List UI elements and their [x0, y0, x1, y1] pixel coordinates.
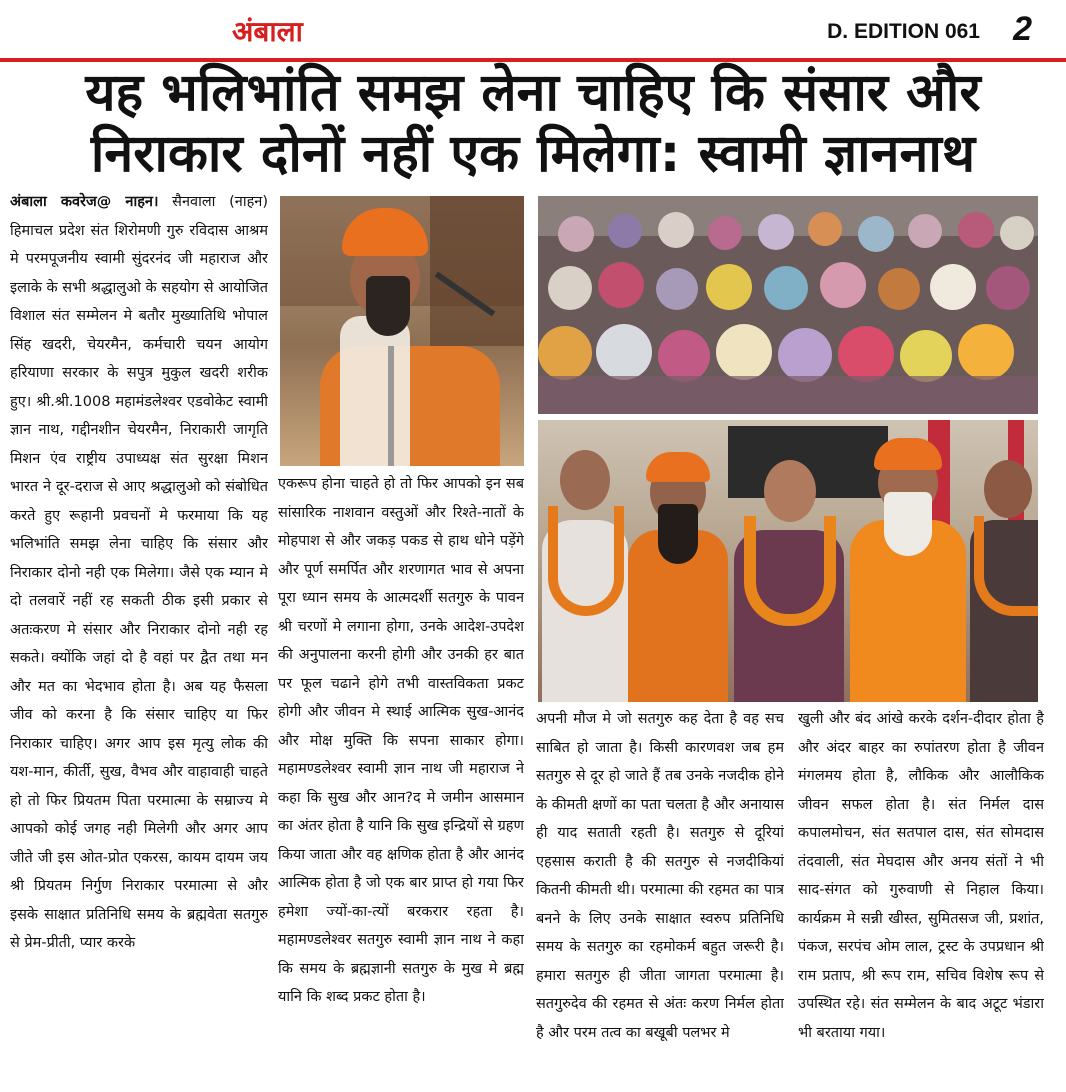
photo-group-garlands: [538, 420, 1038, 702]
headline-line-2: निराकार दोनों नहीं एक मिलेगा: स्वामी ज्ञाननाथ: [90, 123, 976, 184]
article-column-3: अपनी मौज मे जो सतगुरु कह देता है वह सच साबित हो जाता है। किसी कारणवश जब हम सतगुरु से दूर हो जाते हैं तब उनके नजदीक होने के कीमती क्षणों का पता चलता है और अनायास ही याद सताती रहती है। सतगुरु से दूरियां एहसास कराती है की सतगुरु से नजदीकियां कितनी कीमती थी। परमात्मा की रहमत का पात्र बनने के लिए उनके साक्षात स्वरुप प्रतिनिधि समय के सतगुरु का रहमोकर्म बहुत जरूरी है। हमारा सतगुरु ही जीता जागता परमात्मा है। सतगुरुदेव की रहमत से अंतः करण निर्मल होता है और परम तत्व का बखूबी पलभर मे: [536, 711, 784, 1041]
article-byline: अंबाला कवरेज@ नाहन।: [10, 194, 159, 210]
page-bottom: [0, 1080, 1066, 1092]
article-column-2: एकरूप होना चाहते हो तो फिर आपको इन सब सांसारिक नाशवान वस्तुओं और रिश्ते-नातों के मोहपाश से और जकड़ पकड से हाथ धोने पड़ेंगे और पूर्ण समर्पित और शरणागत भाव से अपना पूरा ध्यान समय के आत्मदर्शी सतगुरु के पावन श्री चरणों मे लगाना होगा, उनके आदेश-उपदेश की अनुपालना करनी होगी और उनकी हर बात पर फूल चढाने होगे तभी वास्तविकता प्रकट होगी और जीवन मे स्थाई आत्मिक सुख-आनंद और मोक्ष मुक्ति कि सपना साकार होगा। महामण्डलेश्वर स्वामी ज्ञान नाथ जी महाराज ने कहा कि सुख और आन?द मे जमीन आसमान का अंतर होता है यानि कि सुख इन्द्रियों से ग्रहण किया जाता और वह क्षणिक होता है और आनंद आत्मिक होता है जो एक बार प्राप्त हो गया फिर हमेशा ज्यों-का-त्यों बरकरार रहता है। महामण्डलेश्वर सतगुरु स्वामी ज्ञान नाथ ने कहा कि समय के ब्रह्मज्ञानी सतगुरु के मुख मे ब्रह्म यानि कि शब्द प्रकट होता है।: [278, 476, 524, 1005]
city-name: अंबाला: [232, 15, 303, 48]
page-number: 2: [1013, 10, 1032, 48]
photo-audience: [538, 196, 1038, 414]
headline-line-1: यह भलिभांति समझ लेना चाहिए कि संसार और: [85, 63, 981, 123]
masthead-rule: [0, 58, 1066, 62]
article-column-1: [10, 188, 268, 1088]
headline: [0, 63, 1066, 184]
article-text-1: सैनवाला (नाहन) हिमाचल प्रदेश संत शिरोमणी गुरु रविदास आश्रम मे परमपूजनीय स्वामी सुंदरनंद जी महाराज और इलाके के सभी श्रद्धालुओ के सहयोग से आयोजित विशाल संत सम्मेलन मे बतौर मुख्यातिथि भोपाल सिंह खदरी, चेयरमैन, कर्मचारी चयन आयोग हरियाणा सरकार के सपुत्र मुकुल खदरी शरीक हुए। श्री.श्री.1008 महामंडलेश्वर एडवोकेट स्वामी ज्ञान नाथ, गद्दीनशीन चेयरमैन, निराकारी जागृति मिशन एंव राष्ट्रीय उपाध्यक्ष संत सुरक्षा मिशन भारत ने दूर-दराज से आए श्रद्धालुओ को संबोधित करते हुए रूहानी प्रवचनों मे फरमाया कि यह भलिभांति समझ लेना चाहिए कि संसार और निराकार दोनो नही एक मिलेगा। जैसे एक म्यान मे दो तलवारें नहीं रह सकती ठीक इसी प्रकार से अतःकरण मे संसार और निराकार दोनो नही रह सकते। क्योंकि जहां दो है वहां पर द्वैत तथा मन और मत का भेदभाव होता है। अब यह फैसला जीव को करना है कि संसार चाहिए या फिर निराकार चाहिए। अगर आप इस मृत्यु लोक की यश-मान, कीर्ती, सुख, वैभव और वाहावाही चाहते हो तो फिर प्रियतम पिता परमात्मा के सम्राज्य मे आपको कोई जगह नही मिलेगी और अगर आप जीते जी इस ओत-प्रोत एकरस, कायम दायम जय श्री प्रियतम निर्गुण निराकार परमात्मा से और इसके साक्षात प्रतिनिधि समय के ब्रह्मवेता सतगुरु से प्रेम-प्रीती, प्यार करके: [10, 194, 268, 951]
edition-label: D. EDITION 061: [827, 20, 980, 43]
masthead: [0, 0, 1066, 62]
article-column-4: खुली और बंद आंखे करके दर्शन-दीदार होता है और अंदर बाहर का रुपांतरण होता है जीवन मंगलमय होता है, लौकिक और आलौकिक जीवन सफल होता है। संत निर्मल दास कपालमोचन, संत सतपाल दास, संत सोमदास तंदवाली, संत मेघदास और अनय संतों ने भी साद-संगत को गुरुवाणी से निहाल किया।कार्यक्रम मे सन्नी खीस्त, सुमितसज जी, प्रशांत, पंकज, सरपंच ओम लाल, ट्रस्ट के उपप्रधान श्री राम प्रताप, श्री रूप राम, सचिव विशेष रूप से उपस्थित रहे। संत सम्मेलन के बाद अटूट भंडारा भी बरताया गया।: [798, 711, 1044, 1041]
photo-saint-speaking: [280, 196, 524, 466]
